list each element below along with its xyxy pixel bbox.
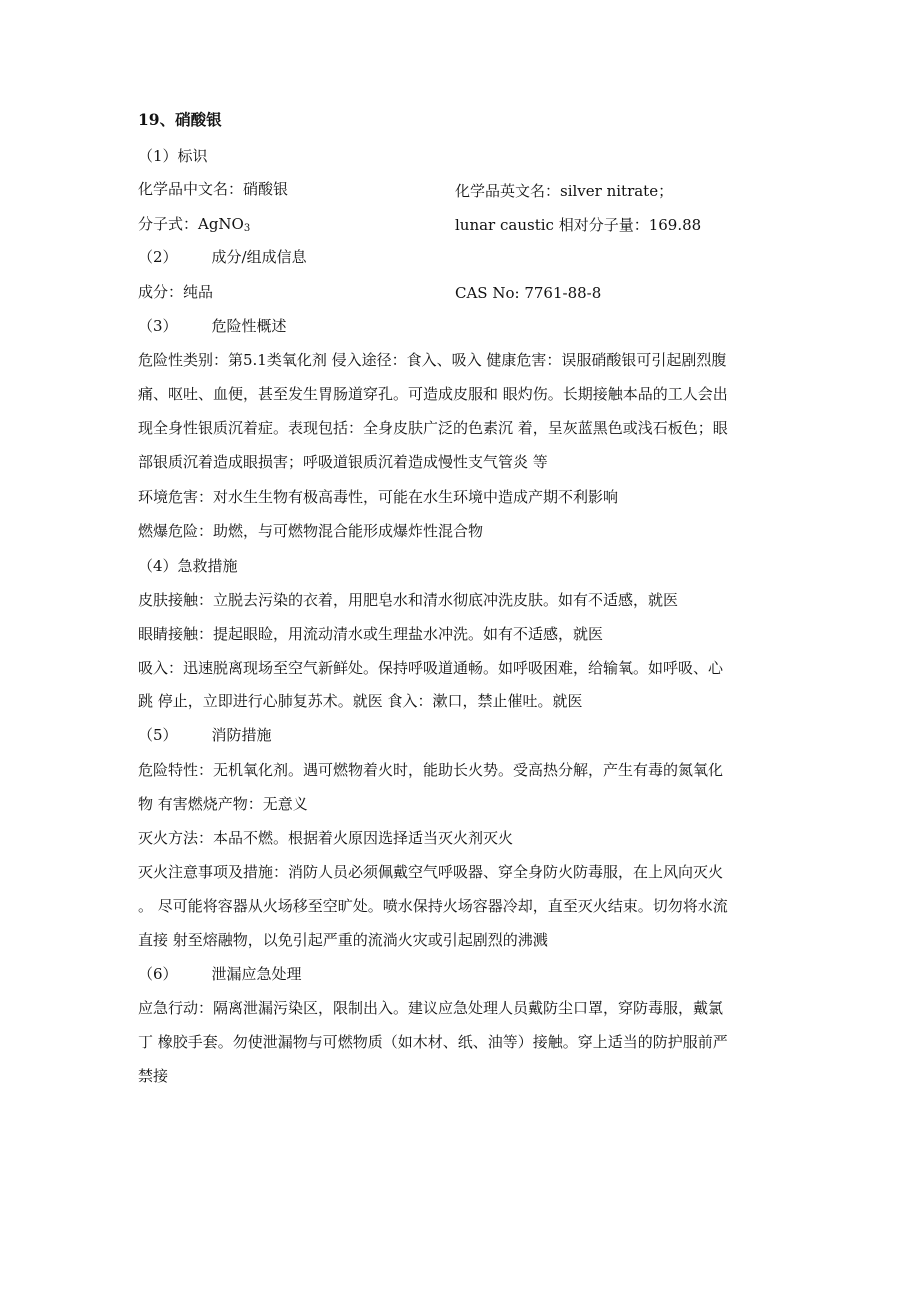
section-3-heading bbox=[138, 316, 287, 336]
health-hazard-line: 危险性类别：第5.1类氧化剂 侵入途径：食入、吸入 健康危害：误服硝酸银可引起剧烈腹 bbox=[138, 351, 727, 369]
english-name: 化学品英文名：silver nitrate； bbox=[455, 182, 674, 200]
section-6-heading bbox=[138, 964, 302, 984]
section-2-heading bbox=[138, 247, 307, 267]
english-name-continued: lunar caustic 相对分子量：169.88 bbox=[455, 216, 702, 234]
formula-label: 分子式：AgNO bbox=[138, 215, 244, 233]
first-aid-line: 跳 停止，立即进行心肺复苏术。就医 食入：漱口，禁止催吐。就医 bbox=[138, 692, 583, 710]
section-6-number: （6） bbox=[138, 965, 178, 983]
first-aid-line: 眼睛接触：提起眼睑，用流动清水或生理盐水冲洗。如有不适感，就医 bbox=[138, 625, 604, 643]
firefighting-line: 危险特性：无机氧化剂。遇可燃物着火时，能助长火势。受高热分解，产生有毒的氮氧化 bbox=[138, 761, 724, 779]
section-1-heading: （1）标识 bbox=[138, 147, 208, 165]
formula-subscript: 3 bbox=[243, 223, 251, 234]
firefighting-line: 灭火方法：本品不燃。根据着火原因选择适当灭火剂灭火 bbox=[138, 829, 514, 847]
section-3-title: 危险性概述 bbox=[211, 317, 287, 335]
chinese-name: 化学品中文名：硝酸银 bbox=[138, 180, 289, 198]
composition: 成分：纯品 bbox=[138, 283, 214, 301]
firefighting-line: 灭火注意事项及措施：消防人员必须佩戴空气呼吸器、穿全身防火防毒服，在上风向灭火 bbox=[138, 863, 724, 881]
health-hazard-line: 痛、呕吐、血便，甚至发生胃肠道穿孔。可造成皮服和 眼灼伤。长期接触本品的工人会出 bbox=[138, 385, 728, 403]
first-aid-line: 吸入：迅速脱离现场至空气新鲜处。保持呼吸道通畅。如呼吸困难，给输氧。如呼吸、心 bbox=[138, 659, 724, 677]
firefighting-line: 直接 射至熔融物，以免引起严重的流淌火灾或引起剧烈的沸溅 bbox=[138, 931, 548, 949]
firefighting-line: 物 有害燃烧产物：无意义 bbox=[138, 795, 308, 813]
spill-response-line: 禁接 bbox=[138, 1067, 169, 1085]
section-5-number: （5） bbox=[138, 726, 178, 744]
health-hazard-line: 部银质沉着造成眼损害；呼吸道银质沉着造成慢性支气管炎 等 bbox=[138, 453, 548, 471]
environmental-hazard: 环境危害：对水生生物有极高毒性，可能在水生环境中造成产期不利影响 bbox=[138, 488, 619, 506]
section-5-heading bbox=[138, 725, 272, 745]
spill-response-line: 应急行动：隔离泄漏污染区，限制出入。建议应急处理人员戴防尘口罩，穿防毒服，戴氯 bbox=[138, 999, 724, 1017]
section-5-title: 消防措施 bbox=[211, 726, 272, 744]
spill-response-line: 丁 橡胶手套。勿使泄漏物与可燃物质（如木材、纸、油等）接触。穿上适当的防护服前严 bbox=[138, 1033, 728, 1051]
fire-explosion-hazard: 燃爆危险：助燃，与可燃物混合能形成爆炸性混合物 bbox=[138, 522, 484, 540]
first-aid-line: 皮肤接触：立脱去污染的衣着，用肥皂水和清水彻底冲洗皮肤。如有不适感，就医 bbox=[138, 591, 679, 609]
document-title: 19、硝酸银 bbox=[138, 110, 222, 129]
section-4-heading: （4）急救措施 bbox=[138, 557, 238, 575]
section-2-title: 成分/组成信息 bbox=[211, 248, 307, 266]
firefighting-line: 。 尽可能将容器从火场移至空旷处。喷水保持火场容器冷却，直至灭火结束。切勿将水流 bbox=[138, 897, 728, 915]
cas-number: CAS No: 7761-88-8 bbox=[455, 284, 602, 302]
section-3-number: （3） bbox=[138, 317, 178, 335]
health-hazard-line: 现全身性银质沉着症。表现包括：全身皮肤广泛的色素沉 着，呈灰蓝黑色或浅石板色；眼 bbox=[138, 419, 728, 437]
section-2-number: （2） bbox=[138, 248, 178, 266]
section-6-title: 泄漏应急处理 bbox=[211, 965, 302, 983]
molecular-formula bbox=[138, 214, 250, 239]
